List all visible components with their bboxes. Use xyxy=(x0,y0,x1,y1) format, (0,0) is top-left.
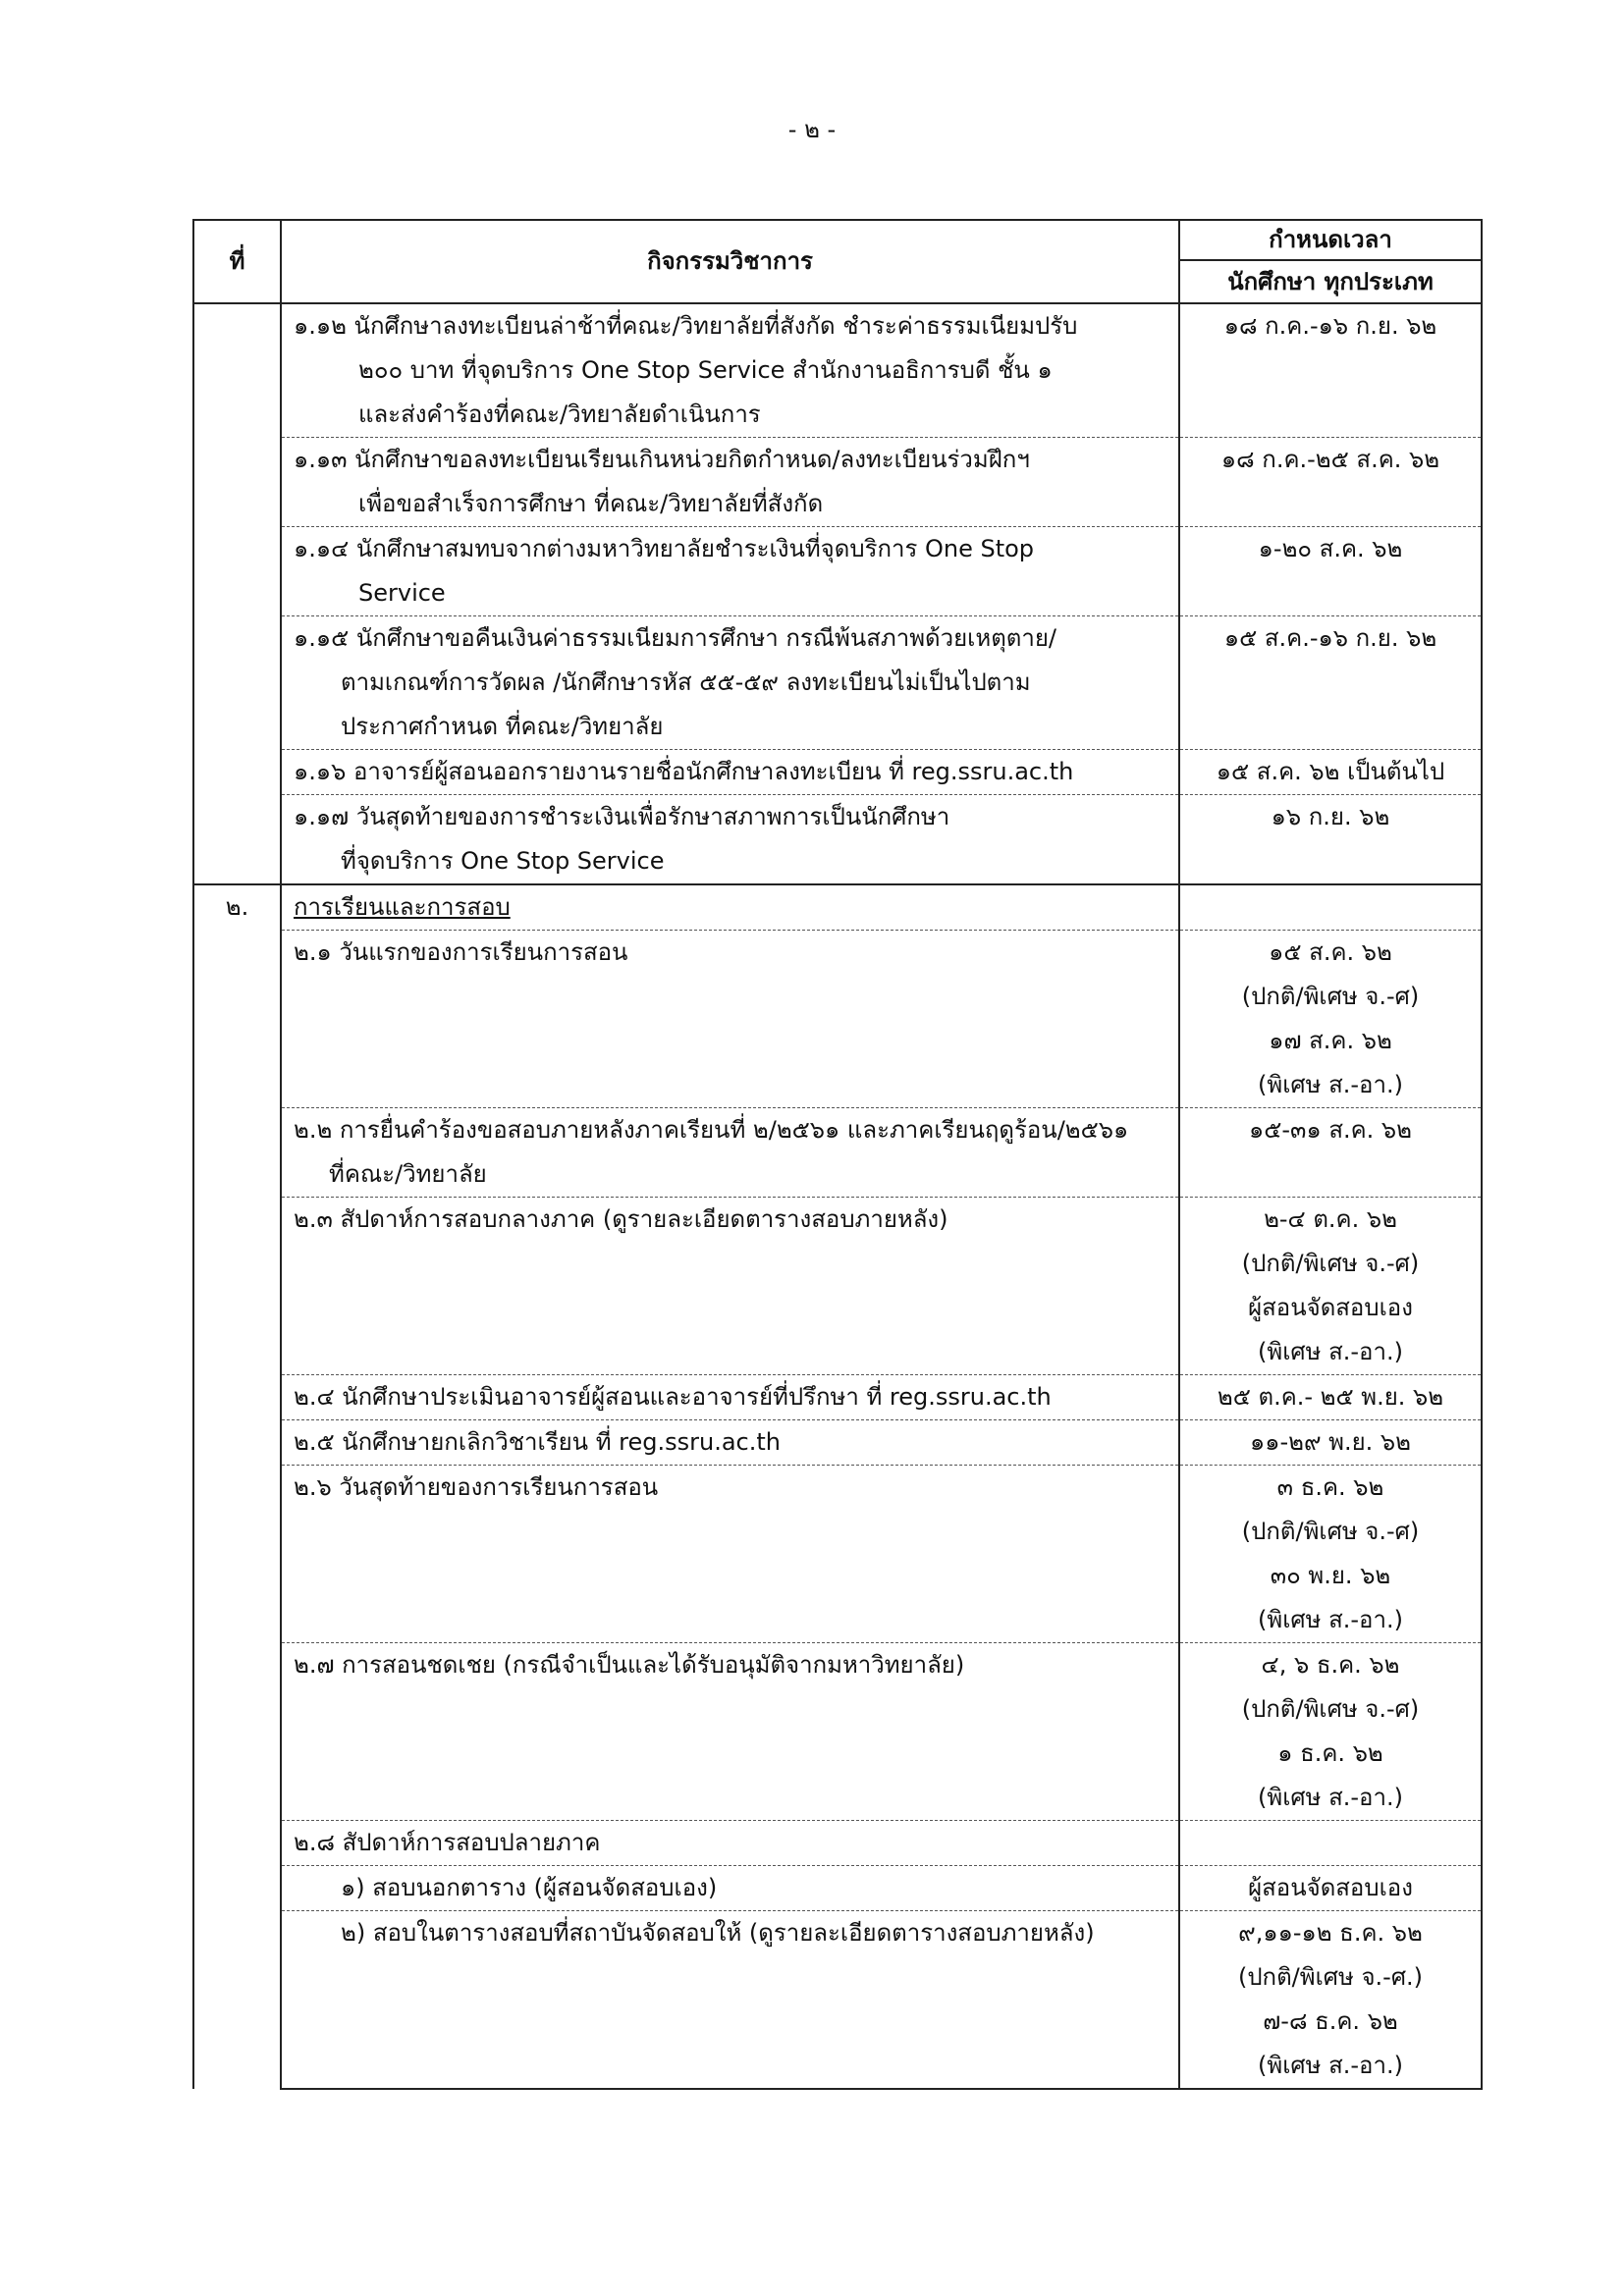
time-line: (ปกติ/พิเศษ จ.-ศ.) xyxy=(1237,1963,1424,1991)
time-line: ผู้สอนจัดสอบเอง xyxy=(1248,1874,1413,1901)
table-row xyxy=(193,1420,1482,1466)
activity-line: เพื่อขอสำเร็จการศึกษา ที่คณะ/วิทยาลัยที่สังกัด xyxy=(358,490,824,517)
activity-line: ๒.๖ วันสุดท้ายของการเรียนการสอน xyxy=(294,1473,659,1501)
time-cell xyxy=(1179,1866,1482,1911)
time-line: ๑-๒๐ ส.ค. ๖๒ xyxy=(1258,535,1403,562)
table-row xyxy=(193,616,1482,750)
time-line: ๑๕-๓๑ ส.ค. ๖๒ xyxy=(1249,1116,1412,1144)
activity-line: ๑.๑๓ นักศึกษาขอลงทะเบียนเรียนเกินหน่วยกิตกำหนด/ลงทะเบียนร่วมฝึกฯ xyxy=(294,446,1030,473)
activity-line: ๒.๔ นักศึกษาประเมินอาจารย์ผู้สอนและอาจารย์ที่ปรึกษา ที่ reg.ssru.ac.th xyxy=(294,1383,1052,1411)
time-line: (ปกติ/พิเศษ จ.-ศ) xyxy=(1241,1695,1420,1723)
time-line: (ปกติ/พิเศษ จ.-ศ) xyxy=(1241,1518,1420,1545)
time-cell xyxy=(1179,527,1482,616)
time-line: (พิเศษ ส.-อา.) xyxy=(1258,1338,1403,1365)
time-cell xyxy=(1179,931,1482,1108)
activity-line: ๒) สอบในตารางสอบที่สถาบันจัดสอบให้ (ดูรายละเอียดตารางสอบภายหลัง) xyxy=(341,1919,1095,1947)
page-number: - ๒ - xyxy=(787,116,837,143)
header-time-group: กำหนดเวลา xyxy=(1179,220,1482,260)
time-line: (พิเศษ ส.-อา.) xyxy=(1258,1784,1403,1811)
time-line: (ปกติ/พิเศษ จ.-ศ) xyxy=(1241,983,1420,1010)
activity-cell xyxy=(281,1643,1179,1821)
table-row xyxy=(193,1821,1482,1866)
time-line: ๑๘ ก.ค.-๑๖ ก.ย. ๖๒ xyxy=(1223,312,1437,340)
table-row xyxy=(193,931,1482,1108)
time-line: ๑๕ ส.ค.-๑๖ ก.ย. ๖๒ xyxy=(1223,624,1437,652)
time-line: ๔, ๖ ธ.ค. ๖๒ xyxy=(1261,1651,1400,1679)
time-line: ๗-๘ ธ.ค. ๖๒ xyxy=(1263,2007,1398,2035)
header-time-sub: นักศึกษา ทุกประเภท xyxy=(1179,260,1482,303)
activity-line: ประกาศกำหนด ที่คณะ/วิทยาลัย xyxy=(341,713,664,740)
activity-cell xyxy=(281,1108,1179,1198)
header-activity: กิจกรรมวิชาการ xyxy=(281,220,1179,303)
activity-line: ๑.๑๕ นักศึกษาขอคืนเงินค่าธรรมเนียมการศึกษา กรณีพ้นสภาพด้วยเหตุตาย/ xyxy=(294,624,1056,652)
activity-line: ๑.๑๒ นักศึกษาลงทะเบียนล่าช้าที่คณะ/วิทยาลัยที่สังกัด ชำระค่าธรรมเนียมปรับ xyxy=(294,312,1078,340)
table-row xyxy=(193,438,1482,527)
table-row xyxy=(193,884,1482,931)
activity-cell xyxy=(281,1911,1179,2090)
activity-cell xyxy=(281,527,1179,616)
activity-cell xyxy=(281,1821,1179,1866)
time-cell xyxy=(1179,1108,1482,1198)
activity-cell xyxy=(281,1198,1179,1375)
time-cell xyxy=(1179,1420,1482,1466)
time-cell xyxy=(1179,795,1482,885)
activity-line: ๑.๑๔ นักศึกษาสมทบจากต่างมหาวิทยาลัยชำระเงินที่จุดบริการ One Stop xyxy=(294,535,1035,562)
time-line: (พิเศษ ส.-อา.) xyxy=(1258,1071,1403,1098)
time-line: ๙,๑๑-๑๒ ธ.ค. ๖๒ xyxy=(1238,1919,1423,1947)
activity-cell xyxy=(281,931,1179,1108)
time-cell xyxy=(1179,750,1482,795)
activity-line: ที่จุดบริการ One Stop Service xyxy=(341,847,665,875)
time-line: ผู้สอนจัดสอบเอง xyxy=(1248,1294,1413,1321)
activity-line: ๒.๒ การยื่นคำร้องขอสอบภายหลังภาคเรียนที่ ๒/๒๕๖๑ และภาคเรียนฤดูร้อน/๒๕๖๑ xyxy=(294,1116,1129,1144)
activity-line: ๒.๗ การสอนชดเชย (กรณีจำเป็นและได้รับอนุมัติจากมหาวิทยาลัย) xyxy=(294,1651,965,1679)
time-cell xyxy=(1179,303,1482,438)
time-cell xyxy=(1179,616,1482,750)
activity-line: ตามเกณฑ์การวัดผล /นักศึกษารหัส ๕๕-๕๙ ลงทะเบียนไม่เป็นไปตาม xyxy=(341,668,1031,696)
table-row xyxy=(193,795,1482,885)
activity-line: ๒.๑ วันแรกของการเรียนการสอน xyxy=(294,938,628,966)
section-number: ๒. xyxy=(193,884,281,2089)
time-line: ๑๗ ส.ค. ๖๒ xyxy=(1269,1027,1392,1054)
time-line: ๑๘ ก.ค.-๒๕ ส.ค. ๖๒ xyxy=(1220,446,1440,473)
table-row xyxy=(193,1643,1482,1821)
time-line: (พิเศษ ส.-อา.) xyxy=(1258,2052,1403,2079)
time-line: ๑๖ ก.ย. ๖๒ xyxy=(1271,803,1390,830)
time-cell xyxy=(1179,1198,1482,1375)
time-cell xyxy=(1179,1466,1482,1643)
header-no: ที่ xyxy=(193,220,281,303)
activity-line: ๒.๕ นักศึกษายกเลิกวิชาเรียน ที่ reg.ssru.ac.th xyxy=(294,1428,781,1456)
section-title-cell xyxy=(281,884,1179,931)
table-row xyxy=(193,1198,1482,1375)
table-row xyxy=(193,527,1482,616)
time-cell xyxy=(1179,884,1482,931)
table-row xyxy=(193,1466,1482,1643)
time-cell xyxy=(1179,1911,1482,2090)
activity-line: ๑.๑๗ วันสุดท้ายของการชำระเงินเพื่อรักษาสภาพการเป็นนักศึกษา xyxy=(294,803,950,830)
activity-cell xyxy=(281,750,1179,795)
time-line: ๒-๔ ต.ค. ๖๒ xyxy=(1264,1205,1397,1233)
activity-cell xyxy=(281,1375,1179,1420)
activity-line: ๒.๘ สัปดาห์การสอบปลายภาค xyxy=(294,1829,601,1856)
table-row xyxy=(193,1375,1482,1420)
activity-line: ที่คณะ/วิทยาลัย xyxy=(329,1160,487,1188)
activity-line: ๑) สอบนอกตาราง (ผู้สอนจัดสอบเอง) xyxy=(341,1874,718,1901)
table-row xyxy=(193,1108,1482,1198)
time-line: ๑๑-๒๙ พ.ย. ๖๒ xyxy=(1250,1428,1411,1456)
activity-cell xyxy=(281,438,1179,527)
time-cell xyxy=(1179,1821,1482,1866)
time-line: (ปกติ/พิเศษ จ.-ศ) xyxy=(1241,1250,1420,1277)
activity-cell xyxy=(281,1420,1179,1466)
time-line: ๑๕ ส.ค. ๖๒ เป็นต้นไป xyxy=(1216,758,1445,785)
table-row xyxy=(193,1911,1482,2090)
activity-line: ๒๐๐ บาท ที่จุดบริการ One Stop Service สำนักงานอธิการบดี ชั้น ๑ xyxy=(358,356,1053,384)
table-row xyxy=(193,750,1482,795)
time-cell xyxy=(1179,1643,1482,1821)
activity-cell xyxy=(281,1866,1179,1911)
time-cell xyxy=(1179,1375,1482,1420)
section-title: การเรียนและการสอบ xyxy=(294,893,511,921)
activity-line: ๒.๓ สัปดาห์การสอบกลางภาค (ดูรายละเอียดตารางสอบภายหลัง) xyxy=(294,1205,948,1233)
table-row xyxy=(193,1866,1482,1911)
activity-line: และส่งคำร้องที่คณะ/วิทยาลัยดำเนินการ xyxy=(358,400,761,428)
time-line: (พิเศษ ส.-อา.) xyxy=(1258,1606,1403,1633)
time-line: ๑๕ ส.ค. ๖๒ xyxy=(1269,938,1392,966)
time-line: ๑ ธ.ค. ๖๒ xyxy=(1277,1739,1383,1767)
table-row xyxy=(193,303,1482,438)
academic-calendar-table xyxy=(192,219,1483,2090)
time-line: ๓๐ พ.ย. ๖๒ xyxy=(1270,1562,1391,1589)
activity-line: ๑.๑๖ อาจารย์ผู้สอนออกรายงานรายชื่อนักศึกษาลงทะเบียน ที่ reg.ssru.ac.th xyxy=(294,758,1074,785)
activity-cell xyxy=(281,1466,1179,1643)
time-line: ๒๕ ต.ค.- ๒๕ พ.ย. ๖๒ xyxy=(1217,1383,1444,1411)
activity-cell xyxy=(281,303,1179,438)
activity-line: Service xyxy=(358,579,446,607)
section-1-number-cell xyxy=(193,303,281,884)
activity-cell xyxy=(281,795,1179,885)
activity-cell xyxy=(281,616,1179,750)
time-line: ๓ ธ.ค. ๖๒ xyxy=(1276,1473,1384,1501)
time-cell xyxy=(1179,438,1482,527)
